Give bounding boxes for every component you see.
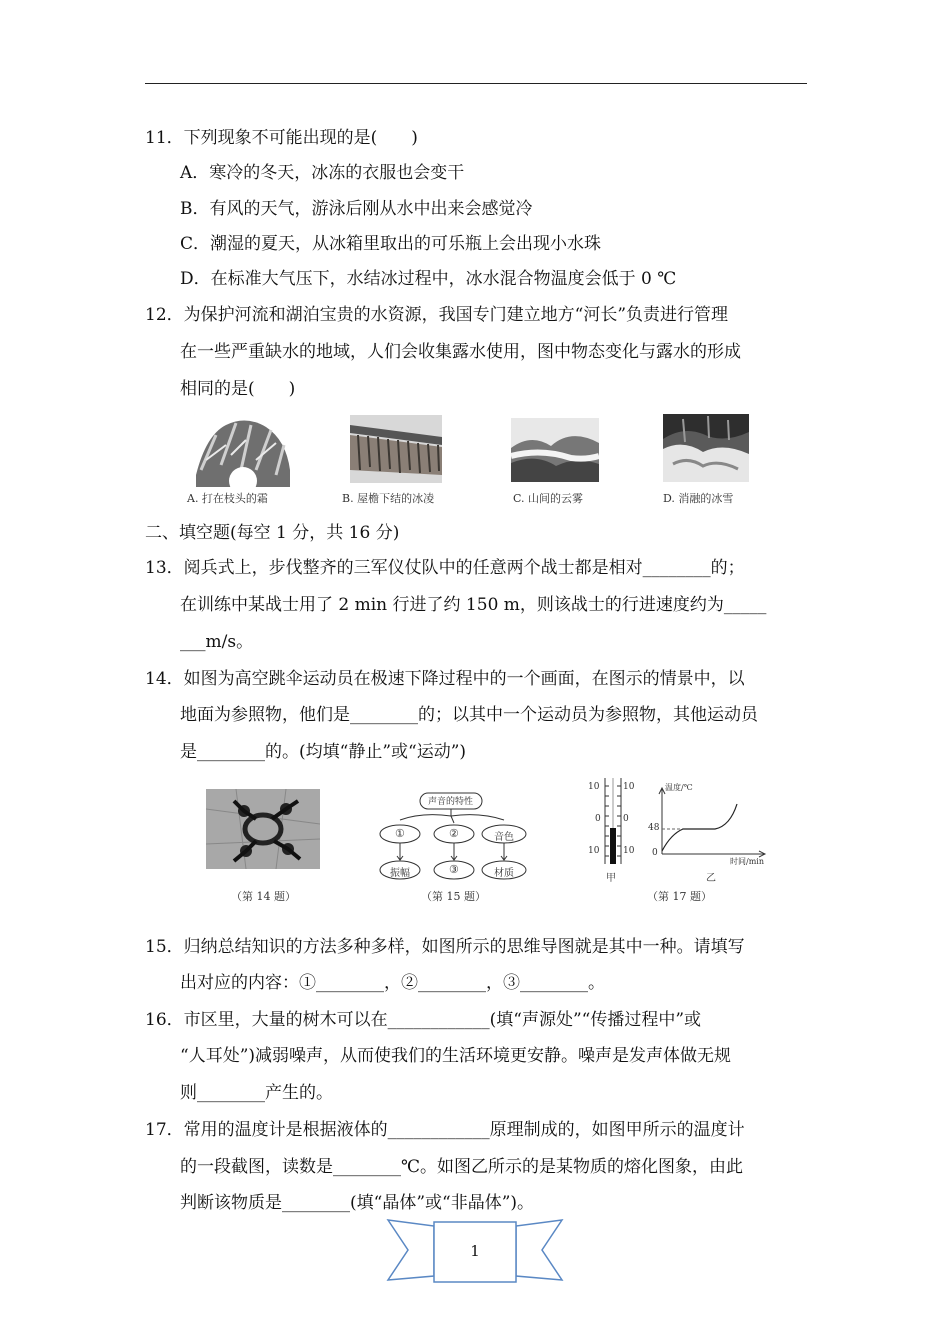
q15-line-2: 出对应的内容：①________，②________，③________。 [180, 973, 605, 993]
graph-ylabel: 温度/℃ [665, 783, 693, 792]
mindmap-top-1: ① [395, 827, 405, 840]
thermo-tick-left-bottom: 10 [588, 846, 600, 856]
label-jia: 甲 [606, 873, 616, 884]
thermo-tick-right-mid: 0 [623, 814, 629, 824]
q12-caption-c: C. 山间的云雾 [513, 492, 584, 505]
q14-line-1: 14．如图为高空跳伞运动员在极速下降过程中的一个画面，在图示的情景中，以 [145, 669, 745, 689]
melting-snow-photo [663, 414, 749, 482]
q14-line-2: 地面为参照物，他们是________的；以其中一个运动员为参照物，其他运动员 [180, 705, 758, 725]
q12-caption-a: A. 打在枝头的霜 [187, 492, 268, 505]
fig15-caption: （第 15 题） [421, 890, 486, 903]
q13-line-2: 在训练中某战士用了 2 min 行进了约 150 m，则该战士的行进速度约为_____ [180, 595, 767, 615]
icicle-photo [350, 415, 442, 483]
q12-line-2: 在一些严重缺水的地域，人们会收集露水使用，图中物态变化与露水的形成 [180, 342, 741, 362]
q16-line-2: “人耳处”)减弱噪声，从而使我们的生活环境更安静。噪声是发声体做无规 [180, 1046, 732, 1066]
q16-line-3: 则________产生的。 [180, 1083, 333, 1103]
label-yi: 乙 [706, 873, 716, 884]
thermo-tick-right-bottom: 10 [623, 846, 635, 856]
q11-option-a: A．寒冷的冬天，冰冻的衣服也会变干 [180, 163, 465, 183]
frost-photo [196, 415, 290, 487]
q11-stem: 11．下列现象不可能出现的是( ) [145, 128, 418, 148]
q13-line-3: ___m/s。 [180, 632, 254, 652]
q17-line-2: 的一段截图，读数是________℃。如图乙所示的是某物质的熔化图象，由此 [180, 1157, 744, 1177]
mist-photo [511, 418, 599, 482]
graph-xlabel: 时间/min [730, 857, 764, 866]
q13-line-1: 13．阅兵式上，步伐整齐的三军仪仗队中的任意两个战士都是相对________的； [145, 558, 745, 578]
thermometer-graph-figure [585, 776, 770, 884]
thermo-tick-left-top: 10 [588, 782, 600, 792]
mindmap-root: 声音的特性 [428, 797, 474, 807]
header-rule [145, 83, 807, 84]
q12-line-1: 12．为保护河流和湖泊宝贵的水资源，我国专门建立地方“河长”负责进行管理 [145, 305, 729, 325]
page-number: 1 [470, 1242, 480, 1260]
q11-option-b: B．有风的天气，游泳后刚从水中出来会感觉冷 [180, 199, 533, 219]
fig17-caption: （第 17 题） [647, 890, 712, 903]
mindmap-bottom-2: ③ [449, 863, 459, 876]
fig14-caption: （第 14 题） [231, 890, 296, 903]
q15-line-1: 15．归纳总结知识的方法多种多样，如图所示的思维导图就是其中一种。请填写 [145, 937, 745, 957]
q11-option-d: D．在标准大气压下，水结冰过程中，冰水混合物温度会低于 0 ℃ [180, 269, 677, 289]
thermo-tick-left-mid: 0 [595, 814, 601, 824]
mindmap-bottom-1: 振幅 [390, 868, 410, 879]
mindmap-bottom-3: 材质 [494, 868, 514, 879]
section-2-heading: 二、填空题(每空 1 分，共 16 分) [145, 523, 400, 543]
mindmap-top-2: ② [449, 827, 459, 840]
graph-origin: 0 [652, 848, 658, 858]
mindmap-top-3: 音色 [494, 832, 514, 843]
q12-line-3: 相同的是( ) [180, 379, 296, 399]
q11-option-c: C．潮湿的夏天，从冰箱里取出的可乐瓶上会出现小水珠 [180, 234, 602, 254]
q17-line-3: 判断该物质是________(填“晶体”或“非晶体”)。 [180, 1193, 535, 1213]
q17-line-1: 17．常用的温度计是根据液体的____________原理制成的，如图甲所示的温度计 [145, 1120, 745, 1140]
page-number-ribbon [386, 1218, 564, 1286]
q12-caption-b: B. 屋檐下结的冰凌 [342, 492, 435, 505]
q16-line-1: 16．市区里，大量的树木可以在____________(填“声源处”“传播过程中”或 [145, 1010, 702, 1030]
mindmap-figure [372, 790, 537, 882]
skydivers-photo [206, 789, 320, 869]
graph-y48: 48 [648, 823, 660, 833]
thermo-tick-right-top: 10 [623, 782, 635, 792]
q14-line-3: 是________的。(均填“静止”或“运动”) [180, 742, 467, 762]
q12-caption-d: D. 消融的冰雪 [663, 492, 734, 505]
